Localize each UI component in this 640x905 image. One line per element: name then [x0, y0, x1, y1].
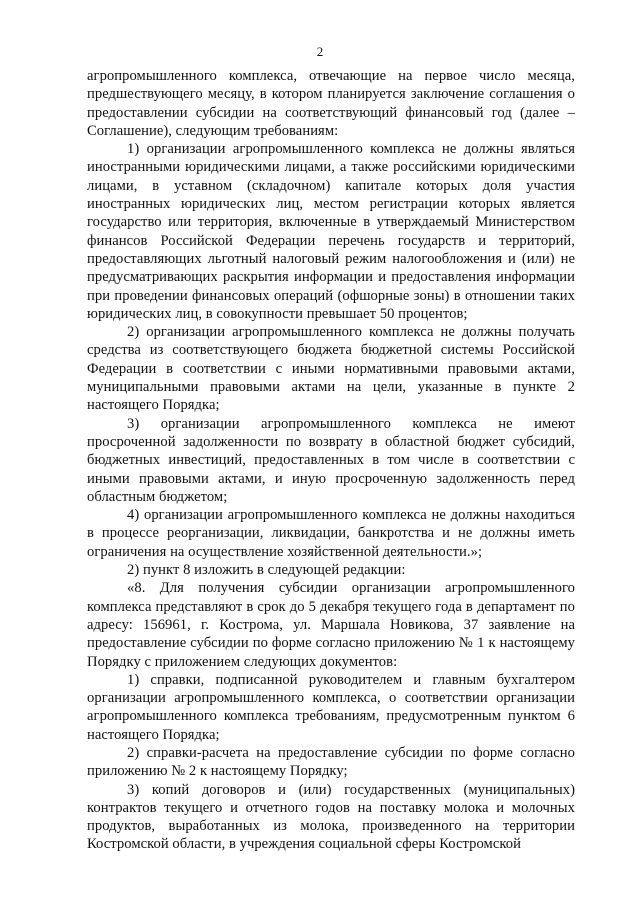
paragraph-document-1: 1) справки, подписанной руководителем и главным бухгалтером организации агропромышленного комплекса, о соответствии организации агропромышленного комплекса требованиям, предусмотренным пунктом 6 настоящего Порядка;	[87, 671, 575, 743]
page-number: 2	[316, 44, 324, 59]
paragraph-amendment-point-8: 2) пункт 8 изложить в следующей редакции:	[127, 562, 406, 579]
paragraph-requirement-2: 2) организации агропромышленного комплекса не должны получать средства из соответствующего бюджета бюджетной системы Российской Федерации в соответствии с иными нормативными правовыми актами, муниципальными правовыми актами на цели, указанные в пункте 2 настоящего Порядка;	[87, 324, 575, 414]
paragraph-document-3: 3) копий договоров и (или) государственных (муниципальных) контрактов текущего и отчетного годов на поставку молока и молочных продуктов, выработанных из молока, произведенного на территории Костромской области, в учреждения социальной сферы Костромской	[87, 781, 575, 853]
paragraph-document-2: 2) справки-расчета на предоставление субсидии по форме согласно приложению № 2 к настоящему Порядку;	[87, 744, 575, 780]
paragraph-requirement-1: 1) организации агропромышленного комплекса не должны являться иностранными юридическими лицами, а также российскими юридическими лицами, в уставном (складочном) капитале которых доля участия иностранных юридических лиц, местом регистрации которых является государство или территория, включенные в утверждаемый Министерством финансов Российской Федерации перечень государств и территорий, предоставляющих льготный налоговый режим налогообложения и (или) не предусматривающих раскрытия информации и предоставления информации при проведении финансовых операций (офшорные зоны) в отношении таких юридических лиц, в совокупности превышает 50 процентов;	[87, 141, 575, 322]
paragraph-intro-continuation: агропромышленного комплекса, отвечающие на первое число месяца, предшествующего месяцу, в котором планируется заключение соглашения о предоставлении субсидии на соответствующий финансовый год (далее – Соглашение), следующим требованиям:	[87, 68, 575, 139]
paragraph-requirement-4: 4) организации агропромышленного комплекса не должны находиться в процессе реорганизации, ликвидации, банкротства и не должны иметь ограничения на осуществление хозяйственной деятельности.»;	[87, 507, 575, 560]
document-body	[87, 67, 575, 854]
paragraph-requirement-3: 3) организации агропромышленного комплекса не имеют просроченной задолженности по возврату в областной бюджет субсидий, бюджетных инвестиций, предоставленных в том числе в соответствии с иными правовыми актами, и иную просроченную задолженность перед областным бюджетом;	[87, 415, 575, 505]
paragraph-point-8-text: «8. Для получения субсидии организации агропромышленного комплекса представляют в срок до 5 декабря текущего года в департамент по адресу: 156961, г. Кострома, ул. Маршала Новикова, 37 заявление на предоставление субсидии по форме согласно приложению № 1 к настоящему Порядку с приложением следующих документов:	[87, 580, 575, 670]
